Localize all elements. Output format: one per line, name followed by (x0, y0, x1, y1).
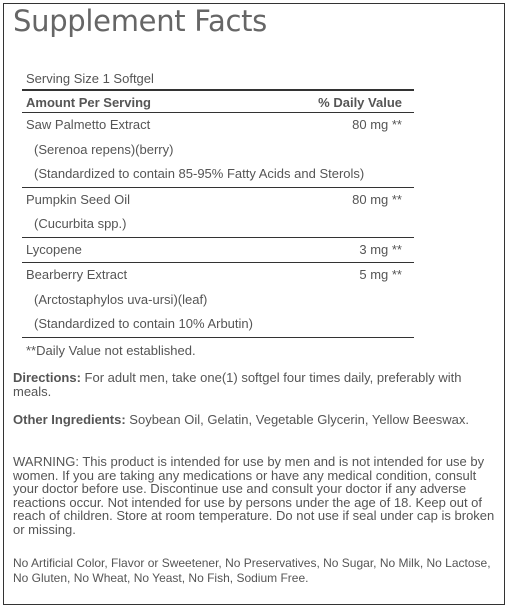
serving-size: Serving Size 1 Softgel (26, 71, 154, 86)
ingredient-detail: (Standardized to contain 85-95% Fatty Acids and Sterols) (34, 166, 365, 181)
ingredient-amount: 80 mg ** (352, 191, 402, 207)
ingredient-name: Lycopene (26, 241, 82, 257)
other-ingredients-label: Other Ingredients: (13, 412, 126, 427)
other-ingredients-text: Soybean Oil, Gelatin, Vegetable Glycerin, Yellow Beeswax. (125, 412, 469, 427)
ingredient-amount: 5 mg ** (359, 267, 402, 282)
supplement-facts-table (22, 64, 414, 363)
ingredient-detail: (Serenoa repens)(berry) (34, 141, 174, 157)
free-from-text: No Artificial Color, Flavor or Sweetener, No Preservatives, No Sugar, No Milk, No Lactose, No Gluten, No Wheat, No Yeast, No Fish, Sodium Free. (13, 556, 491, 585)
ingredient-lycopene (22, 238, 414, 264)
ingredient-detail: (Arctostaphylos uva-ursi)(leaf) (34, 291, 208, 307)
ingredient-name: Pumpkin Seed Oil (26, 191, 131, 207)
ingredient-saw-palmetto (22, 113, 414, 188)
warning-text: WARNING: This product is intended for use by men and is not intended for use by women. If you are taking any medications or have any medical condition, consult your doctor before use. Discontinue use and consult your doctor if any adverse reactions occur. Not intended for use by persons under the age of 18. Keep out of reach of children. Store at room temperature. Do not use if seal under cap is broken or missing. (13, 454, 495, 537)
other-ingredients (13, 413, 498, 427)
daily-value-footnote: **Daily Value not established. (26, 342, 196, 358)
ingredient-detail: (Cucurbita spp.) (34, 216, 127, 231)
ingredient-amount: 80 mg ** (352, 117, 402, 132)
header-daily-value: % Daily Value (318, 95, 402, 110)
ingredient-pumpkin-seed-oil (22, 188, 414, 238)
header-amount-per-serving: Amount Per Serving (26, 95, 151, 110)
ingredient-bearberry-extract (22, 263, 414, 338)
directions (13, 371, 498, 398)
page-title: Supplement Facts (13, 4, 267, 38)
ingredient-detail: (Standardized to contain 10% Arbutin) (34, 316, 253, 331)
directions-label: Directions: (13, 370, 81, 385)
ingredient-name: Saw Palmetto Extract (26, 117, 151, 132)
ingredient-amount: 3 mg ** (359, 241, 402, 257)
table-header (22, 89, 414, 113)
directions-text: For adult men, take one(1) softgel four times daily, preferably with meals. (13, 370, 462, 399)
ingredient-name: Bearberry Extract (26, 267, 128, 282)
